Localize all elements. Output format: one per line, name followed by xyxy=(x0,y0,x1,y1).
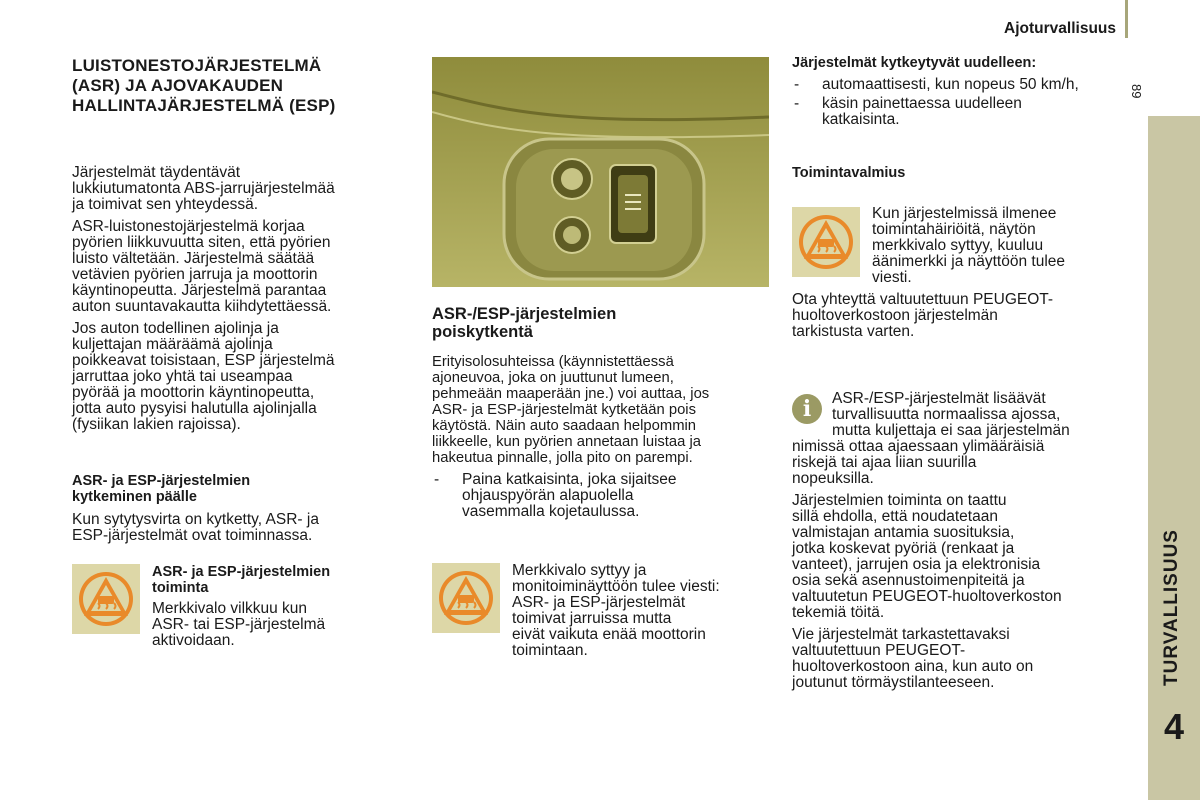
chapter-side-tab xyxy=(1148,116,1200,800)
disable-warning-text: Merkkivalo syttyy ja monitoiminäyttöön tulee viesti: ASR- ja ESP-järjestelmät toimivat jarruissa mutta eivät vaikuta enää moottorin toimintaan. xyxy=(512,562,720,659)
skid-warning-icon xyxy=(792,207,860,277)
chapter-label: TURVALLISUUS xyxy=(1161,529,1182,686)
intro-text xyxy=(72,165,422,439)
header-divider xyxy=(1125,0,1128,38)
intro-paragraph-2: ASR-luistonestojärjestelmä korjaa pyörien liikkuvuutta siten, että pyörien luisto vältetään. Järjestelmä säätää vetävien pyörien jarruja ja moottorin käyntinopeutta. Järjestelmä parantaa auton suuntavakautta kiihdytettäessä. xyxy=(72,218,332,315)
readiness-contact-text: Ota yhteyttä valtuutettuun PEUGEOT- huoltoverkostoon järjestelmän tarkistusta varten. xyxy=(792,291,1054,340)
section-title: LUISTONESTOJÄRJESTELMÄ (ASR) JA AJOVAKAUDEN HALLINTAJÄRJESTELMÄ (ESP) xyxy=(72,56,336,115)
list-item: - automaattisesti, kun nopeus 50 km/h, xyxy=(792,77,1132,93)
disable-steps-list xyxy=(432,472,772,520)
readiness-warning-text: Kun järjestelmissä ilmenee toimintahäiriöitä, näytön merkkivalo syttyy, kuuluu äänimerkki ja näyttöön tulee viesti. xyxy=(872,205,1066,286)
chapter-number: 4 xyxy=(1163,706,1185,747)
page-header-title: Ajoturvallisuus xyxy=(1004,20,1116,37)
intro-paragraph-1: Järjestelmät täydentävät lukkiutumatonta ABS-jarrujärjestelmää ja toimivat sen yhteydessä. xyxy=(72,164,335,213)
page-number: 89 xyxy=(1129,84,1144,99)
info-paragraph-2: Järjestelmien toiminta on taattu sillä ehdolla, että noudatetaan valmistajan antamia suosituksia, jotka koskevat pyöriä (renkaat ja vanteet), jarrujen osia ja elektronisia osia sekä asennustoimenpiteitä ja valtuutetun PEUGEOT-huoltoverkoston tekemiä töitä. xyxy=(792,492,1062,621)
info-icon: i xyxy=(792,394,822,424)
switch-on-heading: ASR- ja ESP-järjestelmien kytkeminen päälle xyxy=(72,473,251,505)
info-text xyxy=(792,439,1137,697)
reactivate-heading: Järjestelmät kytkeytyvät uudelleen: xyxy=(792,55,1037,71)
dashboard-switch-photo xyxy=(432,57,769,287)
list-item: - Paina katkaisinta, joka sijaitsee ohjauspyörän alapuolella vasemmalla kojetaulussa. xyxy=(432,472,772,520)
list-item: - käsin painettaessa uudelleen katkaisinta. xyxy=(792,96,1132,128)
info-paragraph-3: Vie järjestelmät tarkastettavaksi valtuutettuun PEUGEOT- huoltoverkostoon aina, kun auto on joutunut törmäystilanteeseen. xyxy=(792,626,1034,691)
intro-paragraph-3: Jos auton todellinen ajolinja ja kuljettajan määräämä ajolinja poikkeavat toisistaan, ESP järjestelmä jarruttaa joko yhtä tai useampaa pyörää ja moottorin käyntinopeutta, jotta auto pysyisi halutulla ajolinjalla (fysiikan lakien rajoissa). xyxy=(72,320,335,433)
readiness-heading: Toimintavalmius xyxy=(792,165,906,181)
disable-intro-text: Erityisolosuhteissa (käynnistettäessä ajoneuvoa, joka on juuttunut lumeen, pehmeään maaperään jne.) voi auttaa, jos ASR- ja ESP-järjestelmät kytketään pois käytöstä. Näin auto saadaan helpommin liikkeelle, kun pyörien annetaan luistaa ja hakeutua pinnalle, jolla pito on parempi. xyxy=(432,354,710,466)
info-text-indented: ASR-/ESP-järjestelmät lisäävät turvallisuutta normaalissa ajossa, mutta kuljettaja ei saa järjestelmän xyxy=(832,390,1070,439)
operation-text: Merkkivalo vilkkuu kun ASR- tai ESP-järjestelmä aktivoidaan. xyxy=(152,600,326,649)
skid-warning-icon xyxy=(432,563,500,633)
reactivate-list xyxy=(792,77,1132,128)
skid-warning-icon xyxy=(72,564,140,634)
switch-on-text: Kun sytytysvirta on kytketty, ASR- ja ESP-järjestelmät ovat toiminnassa. xyxy=(72,511,319,544)
operation-heading: ASR- ja ESP-järjestelmien toiminta xyxy=(152,564,331,596)
disable-heading: ASR-/ESP-järjestelmien poiskytkentä xyxy=(432,305,617,341)
info-paragraph-1: nimissä ottaa ajaessaan ylimääräisiä riskejä tai ajaa liian suurilla nopeuksilla. xyxy=(792,438,1045,487)
